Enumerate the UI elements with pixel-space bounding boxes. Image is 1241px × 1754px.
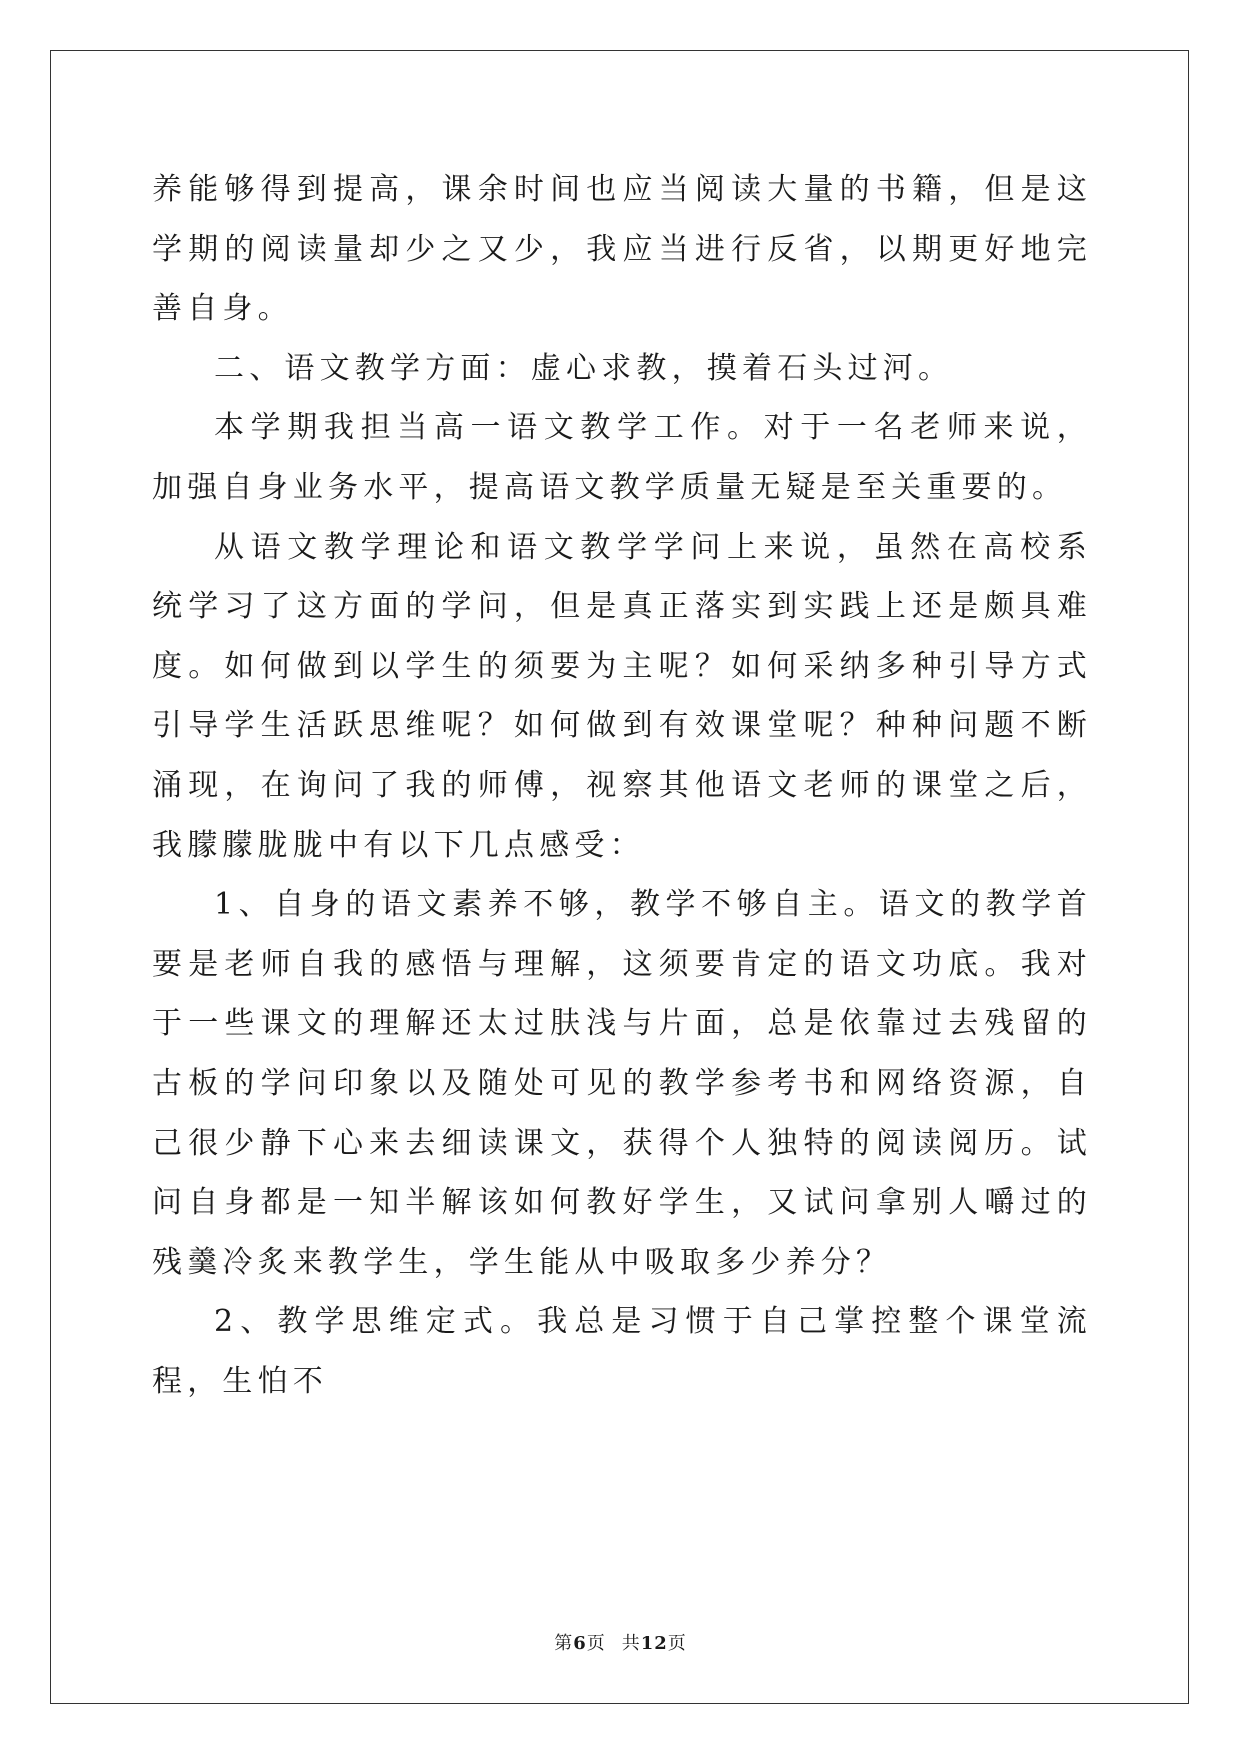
page-suffix: 页 xyxy=(586,1633,606,1654)
paragraph: 从语文教学理论和语文教学学问上来说，虽然在高校系统学习了这方面的学问，但是真正落实到实践上还是颇具难度。如何做到以学生的须要为主呢？如何采纳多种引导方式引导学生活跃思维呢？如何做到有效课堂呢？种种问题不断涌现，在询问了我的师傅，视察其他语文老师的课堂之后，我朦朦胧胧中有以下几点感受： xyxy=(152,529,1092,863)
paragraph: 本学期我担当高一语文教学工作。对于一名老师来说，加强自身业务水平，提高语文教学质量无疑是至关重要的。 xyxy=(152,410,1092,505)
current-page-number: 6 xyxy=(573,1633,587,1654)
numbered-paragraph: 1、自身的语文素养不够，教学不够自主。语文的教学首要是老师自我的感悟与理解，这须要肯定的语文功底。我对于一些课文的理解还太过肤浅与片面，总是依靠过去残留的古板的学问印象以及随处可见的教学参考书和网络资源，自己很少静下心来去细读课文，获得个人独特的阅读阅历。试问自身都是一知半解该如何教好学生，又试问拿别人嚼过的残羹冷炙来教学生，学生能从中吸取多少养分？ xyxy=(152,887,1092,1280)
numbered-paragraph: 2、教学思维定式。我总是习惯于自己掌控整个课堂流程，生怕不 xyxy=(152,1304,1092,1399)
document-body xyxy=(152,160,1092,1411)
page-prefix: 第 xyxy=(554,1633,574,1654)
total-suffix: 页 xyxy=(667,1633,687,1654)
section-heading: 二、语文教学方面：虚心求教，摸着石头过河。 xyxy=(214,350,954,386)
total-prefix: 共 xyxy=(621,1633,641,1654)
page-footer xyxy=(0,1629,1241,1655)
paragraph-continuation: 养能够得到提高，课余时间也应当阅读大量的书籍，但是这学期的阅读量却少之又少，我应当进行反省，以期更好地完善自身。 xyxy=(152,172,1092,327)
total-page-count: 12 xyxy=(640,1633,668,1654)
